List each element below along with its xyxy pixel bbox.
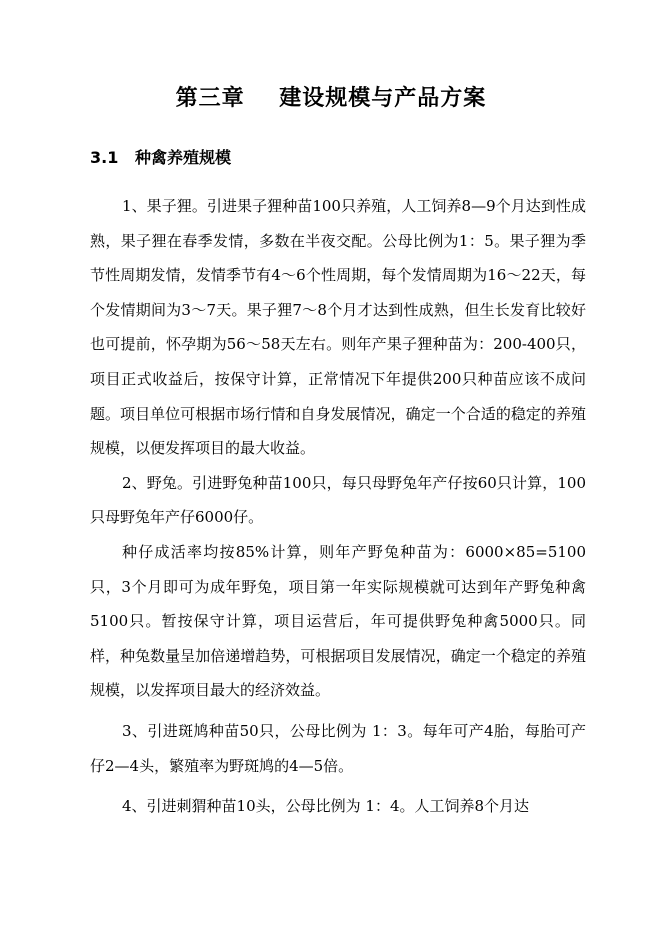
paragraph-hare-survival: 种仔成活率均按85%计算，则年产野兔种苗为：6000×85=5100只，3个月即可为成年野兔，项目第一年实际规模就可达到年产野兔种禽5100只。暂按保守计算，项目运营后，年可提供野兔种禽5000只。同样，种兔数量呈加倍递增趋势，可根据项目发展情况，确定一个稳定的养殖规模，以发挥项目最大的经济效益。 <box>90 542 586 700</box>
body-text <box>90 189 586 824</box>
paragraph-hedgehog: 4、引进刺猬种苗10头，公母比例为 1：4。人工饲养8个月达 <box>122 797 530 816</box>
chapter-title: 第三章 建设规模与产品方案 <box>175 85 487 111</box>
section-heading: 3.1 种禽养殖规模 <box>90 148 232 167</box>
paragraph-hare: 2、野兔。引进野兔种苗100只，每只母野兔年产仔按60只计算，100只母野兔年产仔6000仔。 <box>90 473 586 527</box>
paragraph-dove: 3、引进斑鸠种苗50只，公母比例为 1：3。每年可产4胎，每胎可产仔2—4头，繁殖率为野斑鸠的4—5倍。 <box>90 721 586 775</box>
paragraph-civet: 1、果子狸。引进果子狸种苗100只养殖，人工饲养8—9个月达到性成熟，果子狸在春季发情，多数在半夜交配。公母比例为1：5。果子狸为季节性周期发情，发情季节有4～6个性周期，每个发情周期为16～22天，每个发情期间为3～7天。果子狸7～8个月才达到性成熟，但生长发育比较好也可提前，怀孕期为56～58天左右。则年产果子狸种苗为：200-400只，项目正式收益后，按保守计算，正常情况下年提供200只种苗应该不成问题。项目单位可根据市场行情和自身发展情况，确定一个合适的稳定的养殖规模，以便发挥项目的最大收益。 <box>90 197 586 458</box>
